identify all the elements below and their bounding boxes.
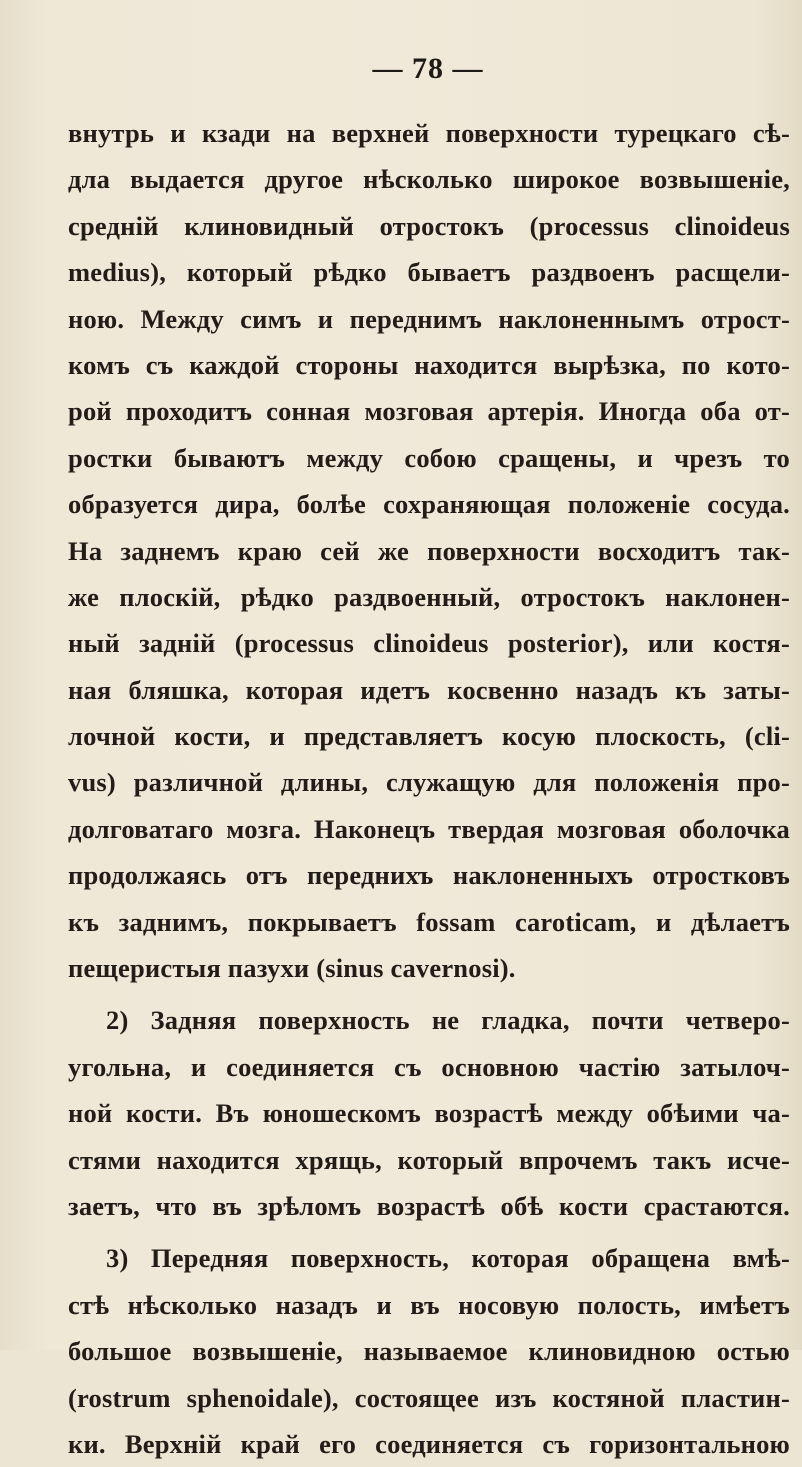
text-line-content: заетъ, что въ зрѣломъ возрастѣ обѣ кости срастаются. — [68, 1190, 790, 1221]
text-line — [68, 620, 790, 666]
text-line — [68, 296, 790, 342]
text-line-content: образуется дира, болѣе сохраняющая положенie сосуда. — [68, 489, 790, 520]
text-line — [68, 1282, 790, 1328]
text-line-content: средній клиновидный отростокъ (processus clinoideus — [68, 210, 790, 241]
text-line — [68, 156, 790, 202]
text-line-content: ки. Верхній край его соединяется съ горизонтальною — [68, 1428, 790, 1459]
text-line — [68, 574, 790, 620]
text-line — [68, 1235, 790, 1281]
text-line — [68, 899, 790, 945]
text-line — [68, 388, 790, 434]
text-line-content: ный задній (processus clinoideus posterior), или костя- — [68, 628, 790, 659]
text-line — [68, 342, 790, 388]
text-line-content: На заднемъ краю сей же поверхности восходитъ так- — [68, 535, 790, 566]
text-line-content: пещеристыя пазухи (sinus cavernosi). — [68, 953, 516, 984]
text-line — [68, 1044, 790, 1090]
text-line — [68, 713, 790, 759]
text-line — [68, 667, 790, 713]
text-line-content: ростки бываютъ между собою сращены, и чрезъ то — [68, 442, 790, 473]
text-line — [68, 481, 790, 527]
text-line-content: ною. Между симъ и переднимъ наклоненнымъ отрост- — [68, 303, 790, 334]
text-line — [68, 249, 790, 295]
text-line-content: ная бляшка, которая идетъ косвенно назадъ къ заты- — [68, 674, 790, 705]
text-line — [68, 1375, 790, 1421]
text-line-content: 3) Передняя поверхность, которая обращена вмѣ- — [106, 1243, 790, 1274]
text-line — [68, 997, 790, 1043]
text-line-content: комъ съ каждой стороны находится вырѣзка, по кото- — [68, 349, 790, 380]
text-line-content: лочной кости, и представляетъ косую плоскость, (cli- — [68, 721, 790, 752]
text-line — [68, 1421, 790, 1467]
text-line — [68, 528, 790, 574]
text-line — [68, 806, 790, 852]
text-line-content: долговатаго мозга. Наконецъ твердая мозговая оболочка — [68, 813, 790, 844]
text-line-content: (rostrum sphenoidale), состоящее изъ костяной пластин- — [68, 1382, 790, 1413]
text-line — [68, 1183, 790, 1229]
text-line — [68, 203, 790, 249]
text-line-content: 2) Задняя поверхность не гладка, почти четверо- — [106, 1005, 790, 1036]
text-line-content: medius), который рѣдко бываетъ раздвоенъ расщели- — [68, 257, 790, 288]
text-line — [68, 759, 790, 805]
text-line — [68, 1090, 790, 1136]
text-line-content: угольна, и соединяется съ основною частію затылоч- — [68, 1051, 790, 1082]
body-text — [68, 110, 790, 1467]
text-line-content: большое возвышенie, называемое клиновидною остью — [68, 1336, 790, 1367]
page-number: — 78 — — [372, 52, 484, 85]
text-line — [68, 945, 790, 991]
text-line-content: ной кости. Въ юношескомъ возрастѣ между обѣими ча- — [68, 1098, 790, 1129]
text-line — [68, 1328, 790, 1374]
text-line-content: же плоскій, рѣдко раздвоенный, отростокъ наклонен- — [68, 581, 790, 612]
text-line — [68, 852, 790, 898]
text-line-content: внутрь и кзади на верхней поверхности турецкаго сѣ- — [68, 118, 790, 148]
text-line-content: стями находится хрящь, который впрочемъ такъ исче- — [68, 1144, 790, 1175]
text-line — [68, 110, 790, 156]
text-line-content: стѣ нѣсколько назадъ и въ носовую полость, имѣетъ — [68, 1289, 790, 1320]
text-line-content: дла выдается другое нѣсколько широкое возвышенie, — [68, 164, 790, 195]
text-line — [68, 435, 790, 481]
text-line-content: къ заднимъ, покрываетъ fossam caroticam, и дѣлаетъ — [68, 906, 790, 937]
text-line-content: продолжаясь отъ переднихъ наклоненныхъ отростковъ — [68, 860, 790, 891]
text-line-content: vus) различной длины, служащую для положенія про- — [68, 767, 790, 798]
text-line — [68, 1137, 790, 1183]
text-line-content: рой проходитъ сонная мозговая артерія. Иногда оба от- — [68, 396, 790, 427]
